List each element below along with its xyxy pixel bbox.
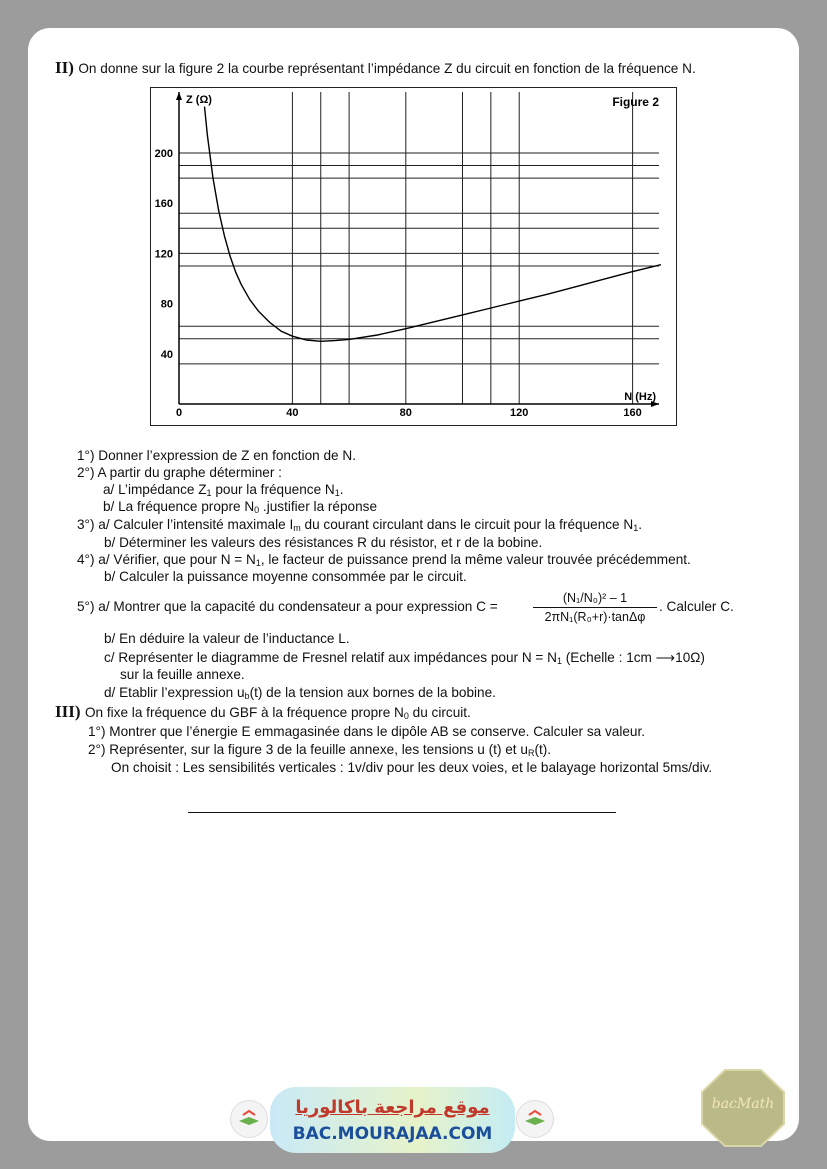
q2a-mid: pour la fréquence N bbox=[211, 482, 335, 497]
section-ii-header bbox=[55, 58, 696, 78]
y-axis-label: Z (Ω) bbox=[186, 94, 212, 106]
question-3-1: 1°) Montrer que l’énergie E emmagasinée dans le dipôle AB se conserve. Calculer sa valeur. bbox=[88, 724, 646, 739]
q3a-sub: m bbox=[293, 523, 301, 533]
question-2-5a-post: . Calculer C. bbox=[659, 599, 734, 614]
q4a-text: 4°) a/ Vérifier, que pour N = N bbox=[77, 552, 256, 567]
x-tick-label: 80 bbox=[399, 407, 412, 419]
fraction-denominator: 2πN₁(R₀+r)·tanΔφ bbox=[544, 610, 646, 624]
x-tick-label: 0 bbox=[175, 407, 183, 419]
site-url[interactable]: BAC.MOURAJAA.COM bbox=[292, 1124, 493, 1144]
y-tick-label: 40 bbox=[160, 348, 173, 361]
fraction-bar bbox=[533, 607, 657, 608]
question-2-3b: b/ Déterminer les valeurs des résistances R du résistor, et r de la bobine. bbox=[104, 535, 543, 550]
q4a-post: , le facteur de puissance prend la même valeur trouvée précédemment. bbox=[260, 552, 691, 567]
question-2-4b: b/ Calculer la puissance moyenne consommée par le circuit. bbox=[104, 569, 467, 584]
q5c-post: (Echelle : 1cm ⟶10Ω) bbox=[561, 650, 705, 665]
q2a-text: a/ L’impédance Z bbox=[103, 482, 207, 497]
q3a-mid: du courant circulant dans le circuit pour la fréquence N bbox=[300, 517, 634, 532]
site-banner[interactable] bbox=[270, 1087, 515, 1153]
y-tick-label: 80 bbox=[160, 298, 173, 311]
figure-2-chart bbox=[150, 87, 677, 426]
q5d-sub: b bbox=[244, 691, 250, 701]
q2a-sub2: 1 bbox=[334, 488, 340, 498]
q2b-post: .justifier la réponse bbox=[259, 499, 378, 514]
s3-intro-sub: 0 bbox=[403, 711, 409, 721]
question-3-2-line2: On choisit : Les sensibilités verticales : 1v/div pour les deux voies, et le balayage horizontal 5ms/div. bbox=[111, 760, 713, 775]
question-2-1: 1°) Donner l’expression de Z en fonction de N. bbox=[77, 448, 356, 463]
q3a-text: 3°) a/ Calculer l’intensité maximale I bbox=[77, 517, 294, 532]
fraction-numerator: (N₁/N₀)² – 1 bbox=[562, 591, 628, 605]
x-tick-label: 160 bbox=[623, 407, 642, 419]
q3-2-post: (t). bbox=[534, 742, 552, 757]
q2b-sub: 0 bbox=[254, 505, 260, 515]
q3-2-sub: R bbox=[527, 748, 535, 758]
q2a-post: . bbox=[339, 482, 344, 497]
question-2-5b: b/ En déduire la valeur de l’inductance L. bbox=[104, 631, 350, 646]
book-icon-right bbox=[517, 1101, 553, 1137]
q5d-post: (t) de la tension aux bornes de la bobine. bbox=[249, 685, 496, 700]
book-icon bbox=[231, 1101, 267, 1137]
question-2-5a: 5°) a/ Montrer que la capacité du condensateur a pour expression C = bbox=[77, 599, 498, 614]
y-tick-label: 120 bbox=[154, 248, 173, 261]
section-iii-intro bbox=[85, 705, 471, 720]
section-ii-roman: II) bbox=[55, 58, 74, 77]
s3-intro-text: On fixe la fréquence du GBF à la fréquence propre N bbox=[84, 705, 404, 720]
x-axis-label: N (Hz) bbox=[624, 391, 656, 403]
x-tick-label: 40 bbox=[286, 407, 299, 419]
q2b-text: b/ La fréquence propre N bbox=[103, 499, 255, 514]
q3-2-text: 2°) Représenter, sur la figure 3 de la feuille annexe, les tensions u (t) et u bbox=[88, 742, 528, 757]
q5c-sub: 1 bbox=[556, 656, 562, 666]
q5c-text: c/ Représenter le diagramme de Fresnel relatif aux impédances pour N = N bbox=[104, 650, 557, 665]
section-ii-intro: On donne sur la figure 2 la courbe représentant l’impédance Z du circuit en fonction de la fréquence N. bbox=[78, 61, 696, 76]
section-iii-roman: III) bbox=[55, 702, 81, 721]
section-iii-header bbox=[55, 702, 471, 725]
q4a-sub: 1 bbox=[255, 558, 261, 568]
y-tick-label: 200 bbox=[154, 148, 173, 160]
x-tick-label: 120 bbox=[510, 407, 529, 419]
site-name-arabic[interactable]: موقع مراجعة باكالوريا bbox=[295, 1097, 490, 1118]
q2a-sub: 1 bbox=[206, 488, 212, 498]
q3a-post: . bbox=[638, 517, 643, 532]
y-tick-label: 160 bbox=[154, 198, 173, 211]
site-logo-left bbox=[230, 1100, 268, 1138]
q5d-text: d/ Etablir l’expression u bbox=[104, 685, 245, 700]
y-axis-arrow bbox=[176, 92, 182, 100]
question-2-5c-line2: sur la feuille annexe. bbox=[120, 667, 245, 682]
bacmath-badge bbox=[700, 1068, 786, 1148]
question-2-2: 2°) A partir du graphe déterminer : bbox=[77, 465, 282, 480]
q3a-sub2: 1 bbox=[633, 523, 639, 533]
impedance-chart-svg bbox=[151, 88, 676, 425]
site-logo-right bbox=[516, 1100, 554, 1138]
chart-title: Figure 2 bbox=[612, 95, 659, 109]
s3-intro-post: du circuit. bbox=[408, 705, 471, 720]
end-divider bbox=[188, 812, 616, 813]
impedance-curve bbox=[205, 107, 661, 342]
badge-text: bacMath bbox=[711, 1096, 775, 1112]
